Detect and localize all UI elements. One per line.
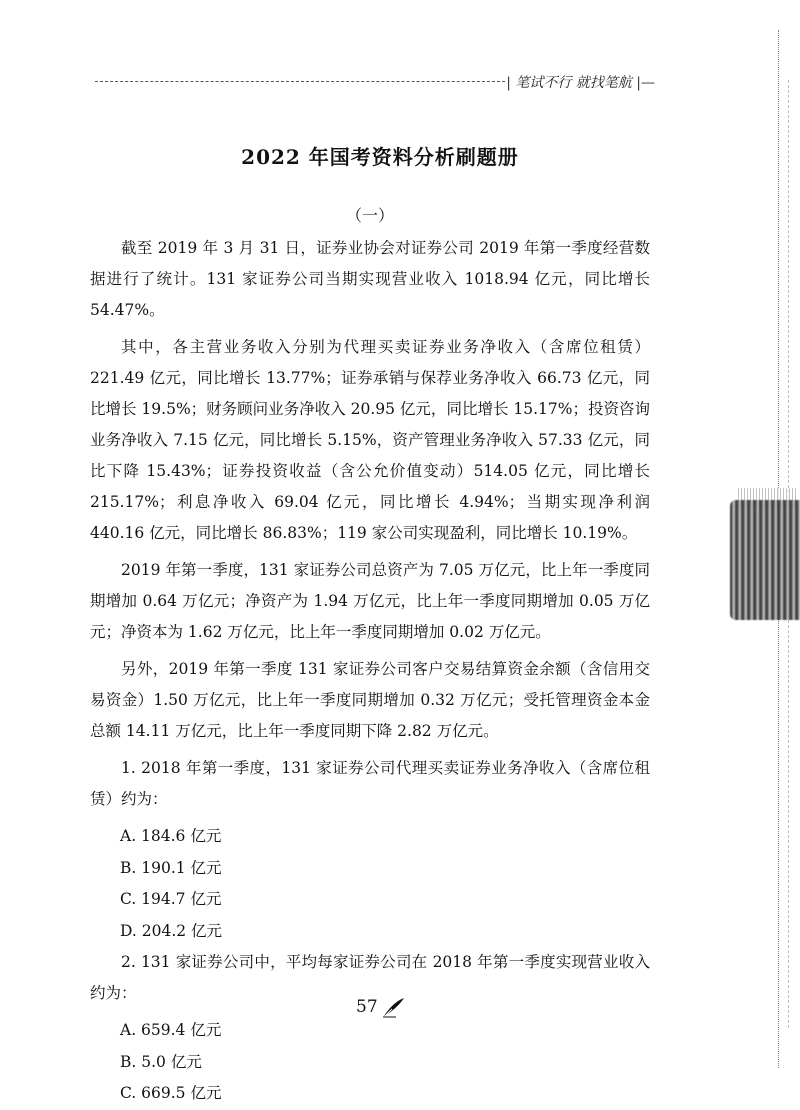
header-right-bar: |— <box>636 75 655 91</box>
question-option: D. 204.2 亿元 <box>120 921 223 940</box>
header-rule <box>95 81 505 82</box>
question-stem: 2. 131 家证券公司中，平均每家证券公司在 2018 年第一季度实现营业收入约为： <box>90 953 650 1002</box>
header-slogan-block <box>506 72 655 92</box>
page-footer <box>356 996 406 1018</box>
question-option: A. 659.4 亿元 <box>120 1021 222 1039</box>
header-slogan: 笔试不行 就找笔航 <box>515 75 632 91</box>
quill-pen-icon <box>382 996 406 1018</box>
scan-smudge <box>730 500 800 620</box>
header-left-bar: | <box>506 75 511 91</box>
page-title: 2022 年国考资料分析刷题册 <box>241 145 519 169</box>
paragraph: 2019 年第一季度，131 家证券公司总资产为 7.05 万亿元，比上年一季度同期增加 0.64 万亿元；净资产为 1.94 万亿元，比上年一季度同期增加 0.05 万亿元；净资本为 1.62 万亿元，比上年一季度同期增加 0.02 万亿元。 <box>90 561 650 641</box>
page-header <box>95 72 655 92</box>
question-option: B. 5.0 亿元 <box>120 1052 202 1071</box>
question-option: C. 194.7 亿元 <box>120 890 222 908</box>
section-label: （一） <box>345 206 394 225</box>
paragraph: 另外，2019 年第一季度 131 家证券公司客户交易结算资金余额（含信用交易资金）1.50 万亿元，比上年一季度同期增加 0.32 万亿元；受托管理资金本金总额 14.11 万亿元，比上年一季度同期下降 2.82 万亿元。 <box>90 660 650 740</box>
page-number: 57 <box>356 997 378 1017</box>
paragraph: 其中，各主营业务收入分别为代理买卖证券业务净收入（含席位租赁）221.49 亿元，同比增长 13.77%；证券承销与保荐业务净收入 66.73 亿元，同比增长 19.5%；财务顾问业务净收入 20.95 亿元，同比增长 15.17%；投资咨询业务净收入 7.15 亿元，同比增长 5.15%，资产管理业务净收入 57.33 亿元，同比下降 15.43%；证券投资收益（含公允价值变动）514.05 亿元，同比增长 215.17%；利息净收入 69.04 亿元，同比增长 4.94%；当期实现净利润 440.16 亿元，同比增长 86.83%；119 家公司实现盈利，同比增长 10.19%。 <box>90 338 650 542</box>
main-content <box>90 233 650 1110</box>
question-option: B. 190.1 亿元 <box>120 858 222 877</box>
paragraph: 截至 2019 年 3 月 31 日，证券业协会对证券公司 2019 年第一季度经营数据进行了统计。131 家证券公司当期实现营业收入 1018.94 亿元，同比增长 54.47%。 <box>90 239 650 319</box>
question-option: A. 184.6 亿元 <box>120 827 222 845</box>
question-option: C. 669.5 亿元 <box>120 1084 222 1102</box>
question-stem: 1. 2018 年第一季度，131 家证券公司代理买卖证券业务净收入（含席位租赁）约为： <box>90 759 650 808</box>
